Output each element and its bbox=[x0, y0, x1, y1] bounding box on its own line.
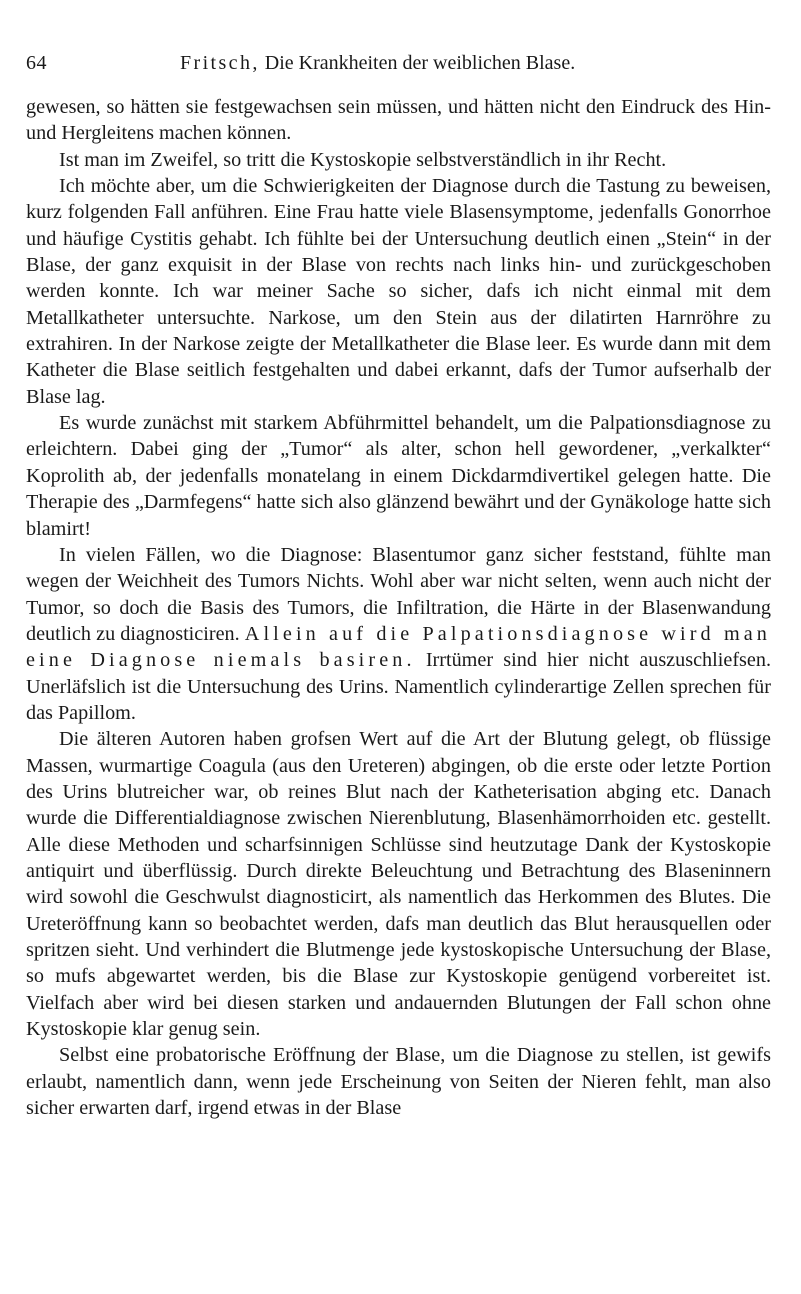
paragraph-5-part-2: Irrtümer sind hier nicht auszuschliefsen. Unerläfslich ist die Untersuchung des Urins. Namentlich cylinderartige Zellen sprechen für das Papillom. bbox=[26, 649, 771, 724]
page-header bbox=[0, 52, 801, 82]
paragraph-3: Ich möchte aber, um die Schwierigkeiten der Diagnose durch die Tastung zu beweisen, kurz folgenden Fall anführen. Eine Frau hatte viele Blasensymptome, jedenfalls Gonorrhoe und häufige Cystitis gehabt. Ich fühlte bei der Untersuchung deutlich einen „Stein“ in der Blase, der ganz exquisit in der Blase von rechts nach links hin- und zurückgeschoben werden konnte. Ich war meiner Sache so sicher, dafs ich nicht einmal mit dem Metallkatheter untersuchte. Narkose, um den Stein aus der dilatirten Harnröhre zu extrahiren. In der Narkose zeigte der Metallkatheter die Blase leer. Es wurde dann mit dem Katheter die Blase seitlich festgehalten und dabei erkannt, dafs der Tumor aufserhalb der Blase lag. bbox=[26, 175, 771, 408]
paragraph-4: Es wurde zunächst mit starkem Abführmittel behandelt, um die Palpationsdiagnose zu erleichtern. Dabei ging der „Tumor“ als alter, schon hell gewordener, „verkalkter“ Koprolith ab, der jedenfalls monatelang in einem Dickdarmdivertikel gelegen hatte. Die Therapie des „Darmfegens“ hatte sich also glänzend bewährt und der Gynäkologe hatte sich blamirt! bbox=[26, 412, 771, 540]
paragraph-5-part-1: In vielen Fällen, wo die Diagnose: Blasentumor ganz sicher feststand, fühlte man wegen der Weichheit des Tumors Nichts. Wohl aber war nicht selten, wenn auch nicht der Tumor, so doch die Basis des Tumors, die Infiltration, die Härte in der Blasenwandung deutlich zu diagnosticiren. bbox=[26, 543, 771, 645]
running-title-text: Die Krankheiten der weiblichen Blase. bbox=[264, 52, 576, 74]
page-number: 64 bbox=[26, 52, 47, 74]
paragraph-1: gewesen, so hätten sie festgewachsen sein müssen, und hätten nicht den Eindruck des Hin- und Hergleitens machen können. bbox=[26, 96, 771, 145]
body-text bbox=[26, 94, 771, 1121]
running-title bbox=[180, 52, 575, 75]
running-title-author: Fritsch, bbox=[180, 52, 260, 74]
paragraph-5 bbox=[26, 542, 771, 726]
paragraph-2: Ist man im Zweifel, so tritt die Kystoskopie selbstverständlich in ihr Recht. bbox=[59, 148, 667, 171]
paragraph-6: Die älteren Autoren haben grofsen Wert auf die Art der Blutung gelegt, ob flüssige Massen, wurmartige Coagula (aus den Ureteren) abgingen, ob die erste oder letzte Portion des Urins blutreicher war, ob reines Blut nach der Katheterisation abging etc. Danach wurde die Differentialdiagnose zwischen Nierenblutung, Blasenhämorrhoiden etc. gestellt. Alle diese Methoden und scharfsinnigen Schlüsse sind heutzutage Dank der Kystoskopie antiquirt und überflüssig. Durch direkte Beleuchtung und Betrachtung des Blaseninnern wird sowohl die Geschwulst diagnosticirt, als namentlich das Herkommen des Blutes. Die Ureteröffnung kann so beobachtet werden, dafs man deutlich das Blut herausquellen oder spritzen sieht. Und verhindert die Blutmenge jede kystoskopische Untersuchung der Blase, so mufs abgewartet werden, bis die Blase zur Kystoskopie genügend vorbereitet ist. Vielfach aber wird bei diesen starken und andauernden Blutungen der Fall schon ohne Kystoskopie klar genug sein. bbox=[26, 728, 771, 1041]
paragraph-7: Selbst eine probatorische Eröffnung der Blase, um die Diagnose zu stellen, ist gewifs erlaubt, namentlich dann, wenn jede Erscheinung von Seiten der Nieren fehlt, man also sicher erwarten darf, irgend etwas in der Blase bbox=[26, 1044, 771, 1120]
paragraph-5-emphasis: Allein auf die Palpationsdiagnose wird man eine Diagnose niemals basiren. bbox=[26, 622, 772, 672]
